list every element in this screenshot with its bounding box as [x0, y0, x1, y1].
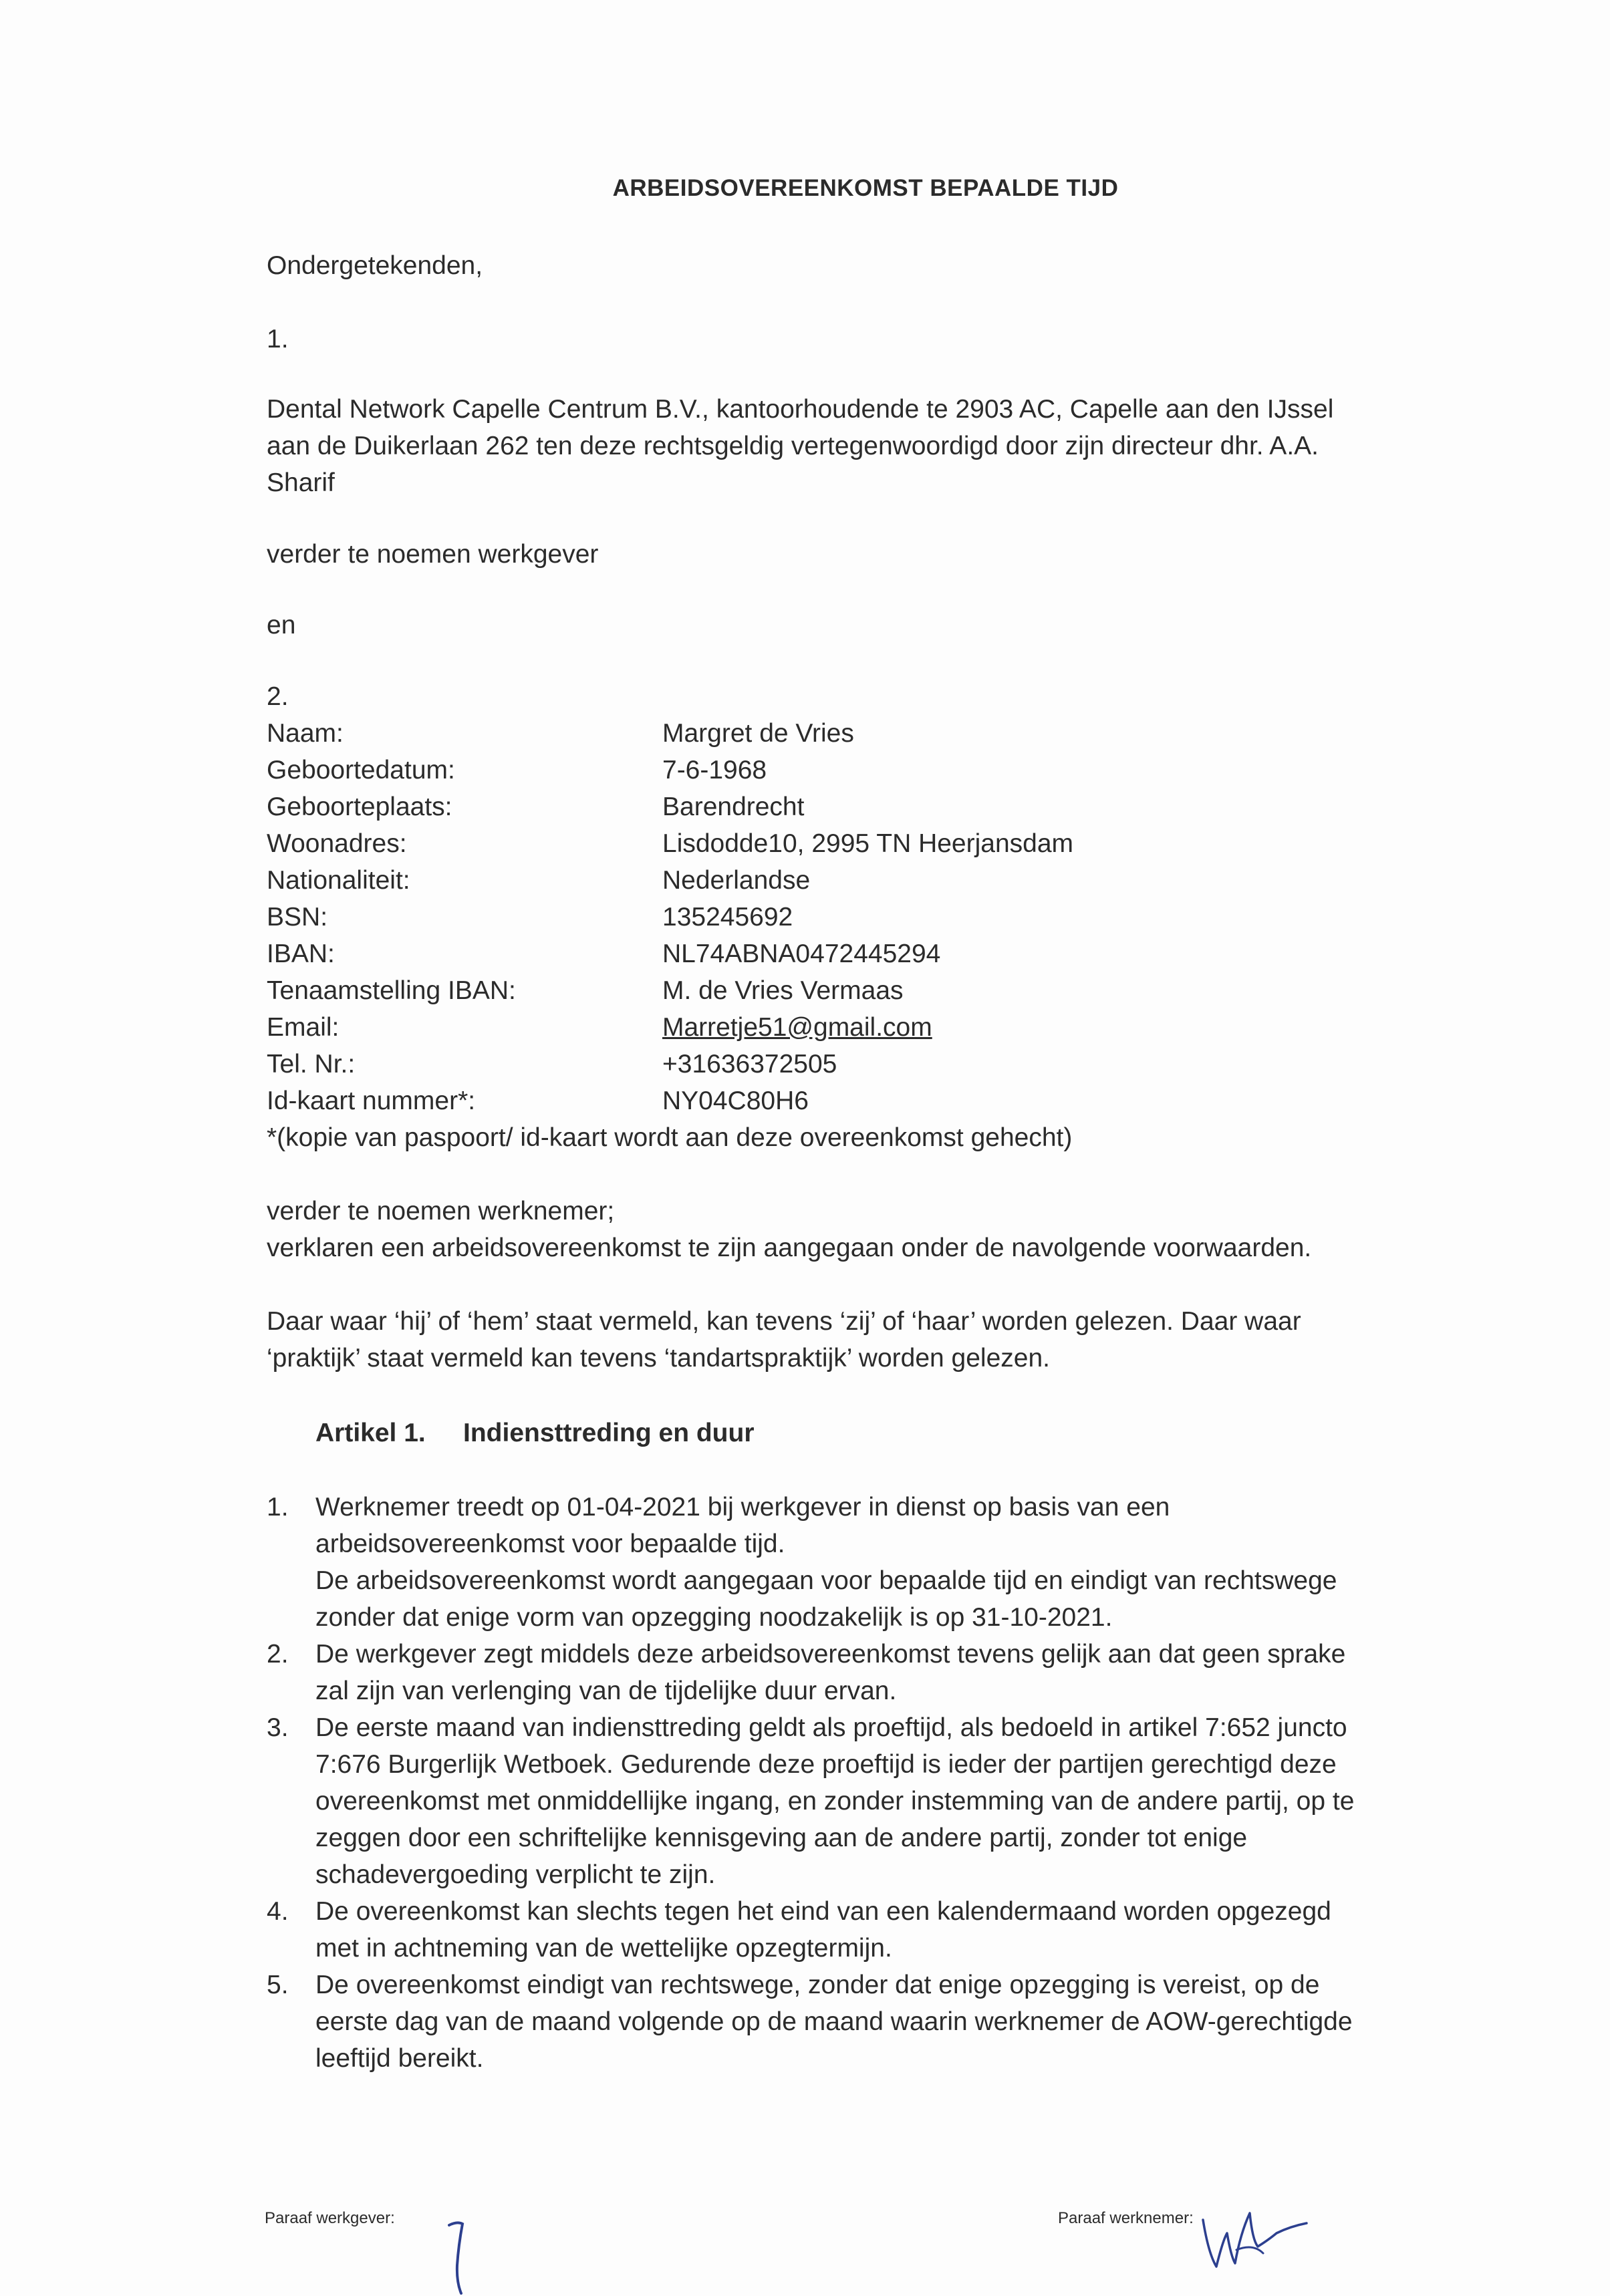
list-line: leeftijd bereikt. — [315, 2044, 484, 2073]
interpretation-line-2: ‘praktijk’ staat vermeld kan tevens ‘tandartspraktijk’ worden gelezen. — [267, 1344, 1050, 1373]
email-link[interactable]: Marretje51@gmail.com — [662, 1013, 932, 1042]
list-text — [315, 1489, 1445, 1636]
field-label: Nationaliteit: — [267, 866, 410, 895]
field-value: 7-6-1968 — [662, 756, 767, 784]
list-line: met in achtneming van de wettelijke opzegtermijn. — [315, 1934, 892, 1963]
party2-number: 2. — [267, 682, 289, 711]
list-text — [315, 1967, 1445, 2077]
party1-number: 1. — [267, 325, 289, 353]
employer-initials-label: Paraaf werkgever: — [265, 2209, 395, 2227]
list-line: eerste dag van de maand volgende op de maand waarin werknemer de AOW-gerechtigde — [315, 2007, 1353, 2036]
field-label: Geboortedatum: — [267, 756, 455, 784]
field-value: M. de Vries Vermaas — [662, 976, 904, 1005]
field-value: Margret de Vries — [662, 719, 854, 748]
field-label: Tenaamstelling IBAN: — [267, 976, 516, 1005]
employee-initials-label: Paraaf werknemer: — [1058, 2209, 1194, 2227]
field-label: Id-kaart nummer*: — [267, 1087, 476, 1115]
list-text — [315, 1636, 1445, 1709]
document-title: ARBEIDSOVEREENKOMST BEPAALDE TIJD — [612, 175, 1119, 201]
field-value: Barendrecht — [662, 793, 805, 821]
employer-initials-signature — [448, 2218, 475, 2296]
list-number: 3. — [267, 1713, 289, 1742]
list-number: 4. — [267, 1897, 289, 1926]
list-number: 5. — [267, 1971, 289, 1999]
article-1-heading — [315, 1415, 755, 1451]
field-value: +31636372505 — [662, 1050, 837, 1079]
field-label: BSN: — [267, 903, 328, 931]
list-line: De arbeidsovereenkomst wordt aangegaan voor bepaalde tijd en eindigt van rechtswege — [315, 1566, 1337, 1595]
list-line: zeggen door een schriftelijke kennisgeving aan de andere partij, zonder tot enige — [315, 1824, 1248, 1852]
field-label: Tel. Nr.: — [267, 1050, 356, 1079]
list-line: Werknemer treedt op 01-04-2021 bij werkgever in dienst op basis van een — [315, 1493, 1170, 1522]
list-line: De eerste maand van indiensttreding geldt als proeftijd, als bedoeld in artikel 7:652 juncto — [315, 1713, 1347, 1742]
field-label: IBAN: — [267, 940, 335, 968]
field-value: Nederlandse — [662, 866, 811, 895]
id-footnote: *(kopie van paspoort/ id-kaart wordt aan deze overeenkomst gehecht) — [267, 1123, 1073, 1152]
list-line: De overeenkomst kan slechts tegen het eind van een kalendermaand worden opgezegd — [315, 1897, 1331, 1926]
field-label: Naam: — [267, 719, 344, 748]
list-line: De werkgever zegt middels deze arbeidsovereenkomst tevens gelijk aan dat geen sprake — [315, 1640, 1346, 1669]
field-value: 135245692 — [662, 903, 793, 931]
field-label: Woonadres: — [267, 829, 407, 858]
list-line: zonder dat enige vorm van opzegging noodzakelijk is op 31-10-2021. — [315, 1603, 1113, 1632]
list-number: 1. — [267, 1493, 289, 1522]
declaration-line: verklaren een arbeidsovereenkomst te zijn aangegaan onder de navolgende voorwaarden. — [267, 1234, 1312, 1262]
field-value: NY04C80H6 — [662, 1087, 809, 1115]
conjunction: en — [267, 611, 296, 639]
list-number: 2. — [267, 1640, 289, 1669]
field-value: Lisdodde10, 2995 TN Heerjansdam — [662, 829, 1074, 858]
opening-line: Ondergetekenden, — [267, 251, 483, 280]
list-line: overeenkomst met onmiddellijke ingang, en zonder instemming van de andere partij, op te — [315, 1787, 1355, 1816]
list-text — [315, 1893, 1445, 1967]
article-number: Artikel 1. — [315, 1419, 426, 1447]
article-title: Indiensttreding en duur — [463, 1419, 755, 1447]
list-line: zal zijn van verlenging van de tijdelijke duur ervan. — [315, 1677, 897, 1705]
party1-line-1: Dental Network Capelle Centrum B.V., kantoorhoudende te 2903 AC, Capelle aan den IJssel — [267, 395, 1334, 424]
list-line: schadevergoeding verplicht te zijn. — [315, 1860, 716, 1889]
interpretation-line-1: Daar waar ‘hij’ of ‘hem’ staat vermeld, kan tevens ‘zij’ of ‘haar’ worden gelezen. Daar waar — [267, 1307, 1301, 1336]
employee-designation: verder te noemen werknemer; — [267, 1197, 615, 1226]
field-label: Email: — [267, 1013, 340, 1042]
field-label: Geboorteplaats: — [267, 793, 452, 821]
list-line: De overeenkomst eindigt van rechtswege, zonder dat enige opzegging is vereist, op de — [315, 1971, 1320, 1999]
party1-line-3: Sharif — [267, 468, 335, 497]
employee-initials-signature — [1196, 2193, 1310, 2293]
list-text — [315, 1709, 1445, 1893]
list-line: arbeidsovereenkomst voor bepaalde tijd. — [315, 1530, 785, 1558]
list-line: 7:676 Burgerlijk Wetboek. Gedurende deze proeftijd is ieder der partijen gerechtigd deze — [315, 1750, 1337, 1779]
field-value: NL74ABNA0472445294 — [662, 940, 941, 968]
party1-line-2: aan de Duikerlaan 262 ten deze rechtsgeldig vertegenwoordigd door zijn directeur dhr. A.A. — [267, 432, 1319, 460]
employer-designation: verder te noemen werkgever — [267, 540, 599, 569]
